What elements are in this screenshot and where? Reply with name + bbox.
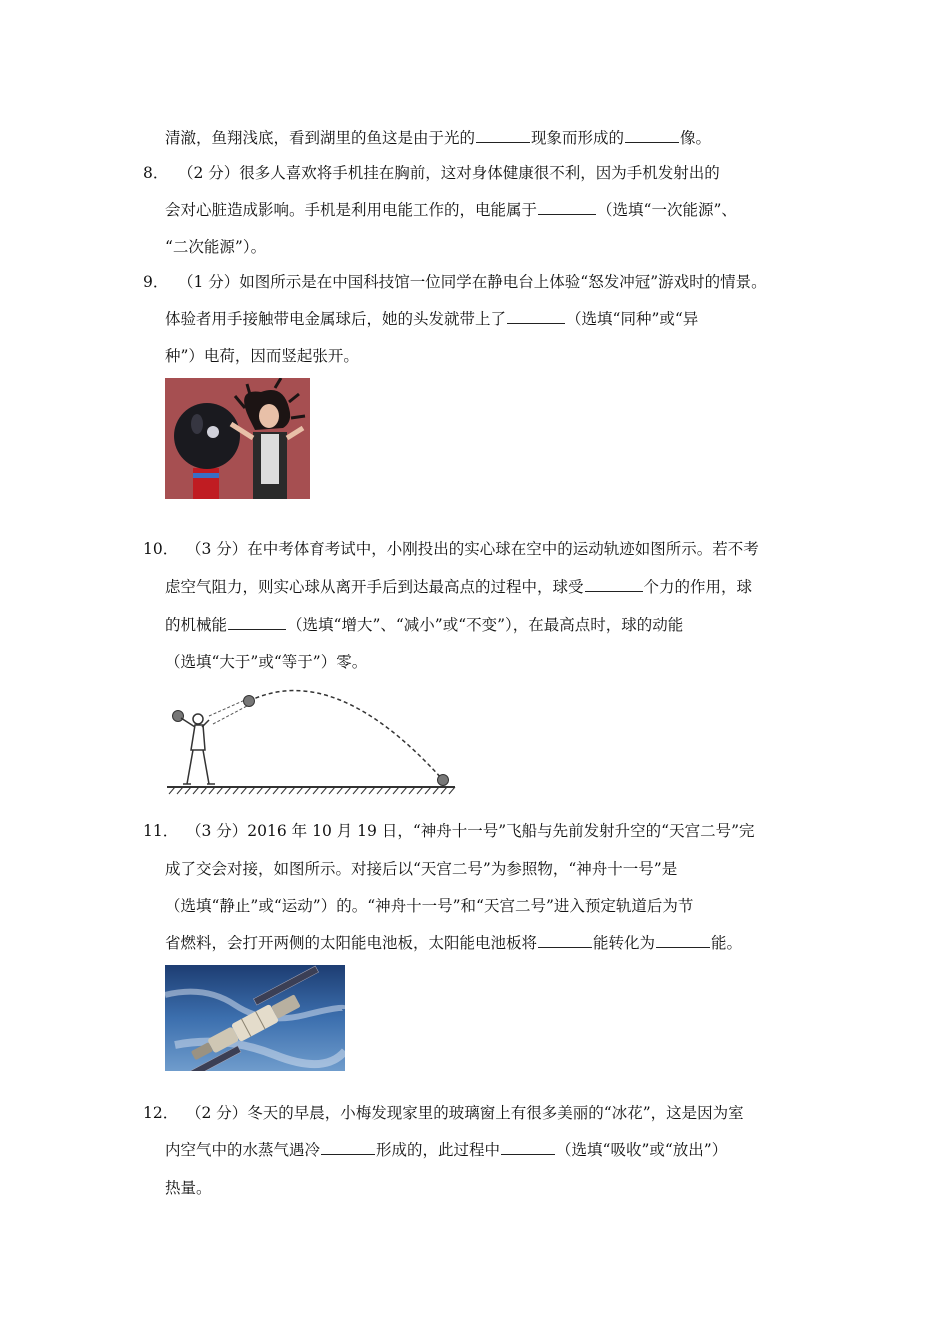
shot-put-trajectory-figure [165, 680, 460, 796]
answer-blank[interactable] [625, 128, 679, 143]
q11-line4: 省燃料，会打开两侧的太阳能电池板，太阳能电池板将 能转化为 能。 [165, 934, 743, 952]
static-electricity-photo [165, 378, 310, 499]
q11-line3: （选填“静止”或“运动”）的。“神舟十一号”和“天宫二号”进入预定轨道后为节 [165, 897, 694, 915]
q10-line2: 虑空气阻力，则实心球从离开手后到达最高点的过程中，球受 个力的作用，球 [165, 578, 753, 596]
answer-blank[interactable] [476, 128, 530, 143]
spacecraft-docking-photo [165, 965, 345, 1071]
question-number: 11． [143, 822, 179, 840]
answer-blank[interactable] [228, 615, 286, 630]
answer-blank[interactable] [538, 200, 596, 215]
answer-blank[interactable] [585, 577, 643, 592]
q9-line2: 体验者用手接触带电金属球后，她的头发就带上了 （选填“同种”或“异 [165, 310, 699, 328]
answer-blank[interactable] [501, 1140, 555, 1155]
q8-line1: （2 分）很多人喜欢将手机挂在胸前，这对身体健康很不利，因为手机发射出的 [178, 164, 720, 182]
question-number: 9． [143, 273, 169, 291]
question-number: 8． [143, 164, 169, 182]
q11-line2: 成了交会对接，如图所示。对接后以“天宫二号”为参照物，“神舟十一号”是 [165, 860, 678, 878]
q10-line4: （选填“大于”或“等于”）零。 [165, 653, 368, 671]
q12-line1: （2 分）冬天的早晨，小梅发现家里的玻璃窗上有很多美丽的“冰花”，这是因为室 [186, 1104, 744, 1122]
question-number: 10． [143, 540, 179, 558]
answer-blank[interactable] [656, 933, 710, 948]
q10-line3: 的机械能 （选填“增大”、“减小”或“不变”），在最高点时，球的动能 [165, 616, 684, 634]
q12-line2: 内空气中的水蒸气遇冷 形成的，此过程中 （选填“吸收”或“放出”） [165, 1141, 728, 1159]
answer-blank[interactable] [321, 1140, 375, 1155]
q7-line: 清澈，鱼翔浅底，看到湖里的鱼这是由于光的 现象而形成的 像。 [165, 129, 712, 147]
q8-line2: 会对心脏造成影响。手机是利用电能工作的，电能属于 （选填“一次能源”、 [165, 201, 737, 219]
q9-line1: （1 分）如图所示是在中国科技馆一位同学在静电台上体验“怒发冲冠”游戏时的情景。 [178, 273, 767, 291]
q9-line3: 种”）电荷，因而竖起张开。 [165, 347, 359, 365]
q10-line1: （3 分）在中考体育考试中，小刚投出的实心球在空中的运动轨迹如图所示。若不考 [186, 540, 759, 558]
q11-line1: （3 分）2016 年 10 月 19 日，“神舟十一号”飞船与先前发射升空的“天宫二号”完 [186, 822, 755, 840]
answer-blank[interactable] [538, 933, 592, 948]
question-number: 12． [143, 1104, 179, 1122]
q12-line3: 热量。 [165, 1179, 212, 1197]
answer-blank[interactable] [507, 309, 565, 324]
q8-line3: “二次能源”）。 [165, 238, 267, 256]
